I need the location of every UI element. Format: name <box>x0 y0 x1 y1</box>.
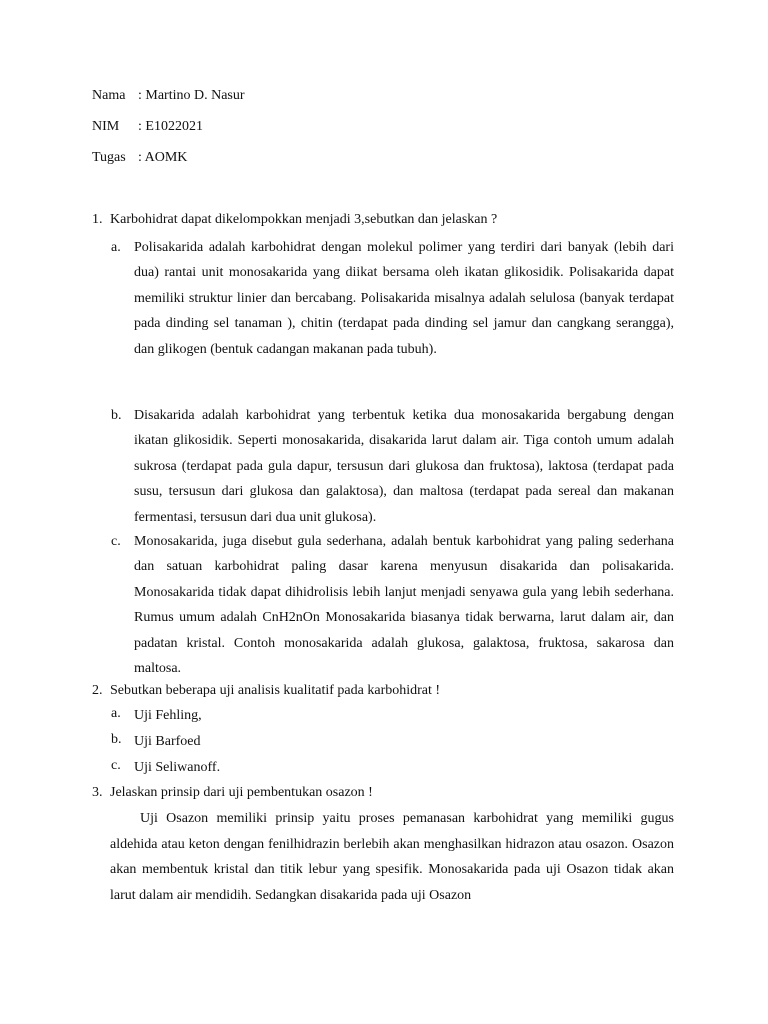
tugas-value: : AOMK <box>138 150 188 165</box>
question-number: 2. <box>92 683 103 698</box>
item-text: Disakarida adalah karbohidrat yang terbentuk ketika dua monosakarida bergabung dengan ikatan glikosidik. Seperti monosakarida, disakarida larut dalam air. Tiga contoh umum adalah sukrosa (terdapat pada gula dapur, tersusun dari glukosa dan fruktosa), laktosa (terdapat pada susu, tersusun dari glukosa dan galaktosa), dan maltosa (terdapat pada sereal dan makanan fermentasi, tersusun dari dua unit glukosa). <box>134 408 674 525</box>
header-name-row <box>92 86 245 106</box>
question-text: Sebutkan beberapa uji analisis kualitatif pada karbohidrat ! <box>110 683 441 698</box>
item-letter: a. <box>111 240 121 255</box>
item-text: Monosakarida, juga disebut gula sederhana, adalah bentuk karbohidrat yang paling sederhana dan satuan karbohidrat paling dasar karena menyusun disakarida dan polisakarida. Monosakarida tidak dapat dihidrolisis lebih lanjut menjadi senyawa gula yang lebih sederhana. Rumus umum adalah CnH2nOn Monosakarida biasanya tidak berwarna, larut dalam air, dan padatan kristal. Contoh monosakarida adalah glukosa, galaktosa, fruktosa, sakarosa dan maltosa. <box>134 534 674 677</box>
question-text: Karbohidrat dapat dikelompokkan menjadi 3,sebutkan dan jelaskan ? <box>110 212 498 227</box>
name-label: Nama <box>92 88 126 103</box>
question-text: Jelaskan prinsip dari uji pembentukan osazon ! <box>110 785 373 800</box>
item-text: Uji Fehling, <box>134 708 202 723</box>
tugas-label: Tugas <box>92 150 126 165</box>
nim-label: NIM <box>92 119 120 134</box>
header-nim-row <box>92 117 203 137</box>
answer-paragraph: Uji Osazon memiliki prinsip yaitu proses pemanasan karbohidrat yang memiliki gugus aldehida atau keton dengan fenilhidrazin berlebih akan menghasilkan hidrazon atau osazon. Osazon akan membentuk kristal dan titik lebur yang spesifik. Monosakarida pada uji Osazon tidak akan larut dalam air mendidih. Sedangkan disakarida pada uji Osazon <box>110 811 674 903</box>
item-letter: a. <box>111 706 121 721</box>
item-text: Polisakarida adalah karbohidrat dengan molekul polimer yang terdiri dari banyak (lebih dari dua) rantai unit monosakarida yang diikat bersama oleh ikatan glikosidik. Polisakarida dapat memiliki struktur linier dan bercabang. Polisakarida misalnya adalah selulosa (banyak terdapat pada dinding sel tanaman ), chitin (terdapat pada dinding sel jamur dan cangkang serangga), dan glikogen (bentuk cadangan makanan pada tubuh). <box>134 240 674 357</box>
question-number: 3. <box>92 785 103 800</box>
item-text: Uji Barfoed <box>134 734 201 749</box>
item-letter: b. <box>111 732 122 747</box>
question-number: 1. <box>92 212 103 227</box>
nim-value: : E1022021 <box>138 119 203 134</box>
item-letter: c. <box>111 534 121 549</box>
item-letter: b. <box>111 408 122 423</box>
header-tugas-row <box>92 148 187 168</box>
item-letter: c. <box>111 758 121 773</box>
name-value: : Martino D. Nasur <box>138 88 245 103</box>
item-text: Uji Seliwanoff. <box>134 760 221 775</box>
